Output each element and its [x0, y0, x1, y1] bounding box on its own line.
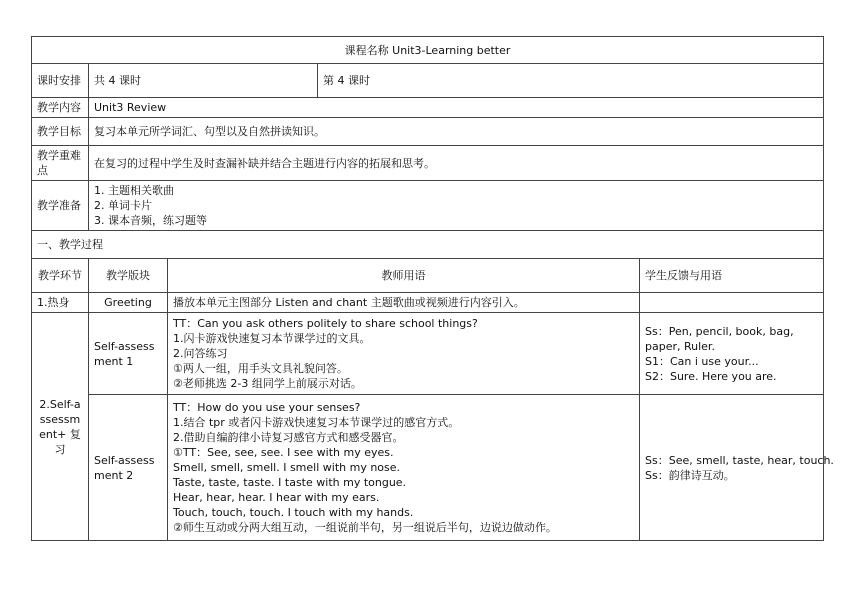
sa2-student-line: Ss：See, smell, taste, hear, touch. [645, 453, 834, 467]
warmup-row [32, 293, 824, 313]
sa1-teacher [168, 313, 640, 395]
goal-row [32, 118, 824, 146]
sa2-student-line: Ss：韵律诗互动。 [645, 468, 735, 482]
key-points-row [32, 146, 824, 181]
sa1-teacher-line: 2.问答练习 [173, 347, 228, 360]
sa2-teacher-line: Smell, smell, smell. I smell with my nose. [173, 461, 401, 474]
sa1-teacher-line: 1.闪卡游戏快速复习本节课学过的文具。 [173, 332, 371, 345]
prep-row [32, 181, 824, 231]
sa2-row [32, 395, 824, 541]
sa1-teacher-line: ①两人一组，用手头文具礼貌问答。 [173, 362, 348, 375]
sa1-module: Self-assessment 1 [89, 313, 168, 395]
sa2-student [640, 395, 834, 541]
prep-list [89, 181, 824, 231]
sa2-teacher-line: 2.借助自编韵律小诗复习感官方式和感受器官。 [173, 431, 404, 444]
sa1-student-line: S1：Can i use your... [645, 354, 759, 368]
schedule-total: 共 4 课时 [89, 64, 318, 98]
stage2-label: 2.Self-assessment+ 复习 [32, 313, 89, 541]
key-points-value: 在复习的过程中学生及时查漏补缺并结合主题进行内容的拓展和思考。 [89, 146, 824, 181]
header-student: 学生反馈与用语 [640, 259, 824, 293]
sa2-teacher-line: Hear, hear, hear. I hear with my ears. [173, 491, 380, 504]
process-title-row [32, 231, 824, 259]
sa1-student-line: Ss：Pen, pencil, book, bag, paper, Ruler. [645, 324, 794, 353]
sa1-teacher-line: ②老师挑选 2-3 组同学上前展示对话。 [173, 377, 362, 390]
sa2-teacher-line: TT：How do you use your senses? [173, 401, 361, 414]
sa2-module: Self-assessment 2 [89, 395, 168, 541]
key-points-label: 教学重难点 [32, 146, 89, 181]
sa1-student-line: S2：Sure. Here you are. [645, 369, 777, 383]
sa1-teacher-line: TT：Can you ask others politely to share school things? [173, 317, 478, 330]
content-row [32, 98, 824, 118]
prep-label: 教学准备 [32, 181, 89, 231]
lesson-plan-table [31, 36, 834, 541]
warmup-stage: 1.热身 [32, 293, 89, 313]
prep-item: 3. 课本音频，练习题等 [94, 214, 207, 227]
prep-item: 2. 单词卡片 [94, 199, 152, 212]
header-row [32, 259, 824, 293]
header-module: 教学版块 [89, 259, 168, 293]
title-row [32, 37, 824, 64]
sa2-teacher-line: ②师生互动或分两大组互动，一组说前半句，另一组说后半句，边说边做动作。 [173, 521, 557, 534]
content-label: 教学内容 [32, 98, 89, 118]
sa1-row [32, 313, 824, 395]
prep-item: 1. 主题相关歌曲 [94, 184, 174, 197]
sa2-teacher-line: Taste, taste, taste. I taste with my tongue. [173, 476, 407, 489]
schedule-current: 第 4 课时 [318, 64, 824, 98]
goal-value: 复习本单元所学词汇、句型以及自然拼读知识。 [89, 118, 824, 146]
goal-label: 教学目标 [32, 118, 89, 146]
sa2-teacher-line: ①TT：See, see, see. I see with my eyes. [173, 446, 394, 459]
course-title: 课程名称 Unit3-Learning better [32, 37, 824, 64]
sa1-student [640, 313, 824, 395]
schedule-row [32, 64, 824, 98]
process-title: 一、教学过程 [32, 231, 824, 259]
sa2-teacher-line: Touch, touch, touch. I touch with my hands. [173, 506, 414, 519]
schedule-label: 课时安排 [32, 64, 89, 98]
warmup-teacher: 播放本单元主图部分 Listen and chant 主题歌曲或视频进行内容引入。 [168, 293, 640, 313]
sa2-teacher-line: 1.结合 tpr 或者闪卡游戏快速复习本节课学过的感官方式。 [173, 416, 460, 429]
warmup-student [640, 293, 824, 313]
warmup-module: Greeting [89, 293, 168, 313]
sa2-teacher [168, 395, 640, 541]
content-value: Unit3 Review [89, 98, 824, 118]
header-teacher: 教师用语 [168, 259, 640, 293]
header-stage: 教学环节 [32, 259, 89, 293]
